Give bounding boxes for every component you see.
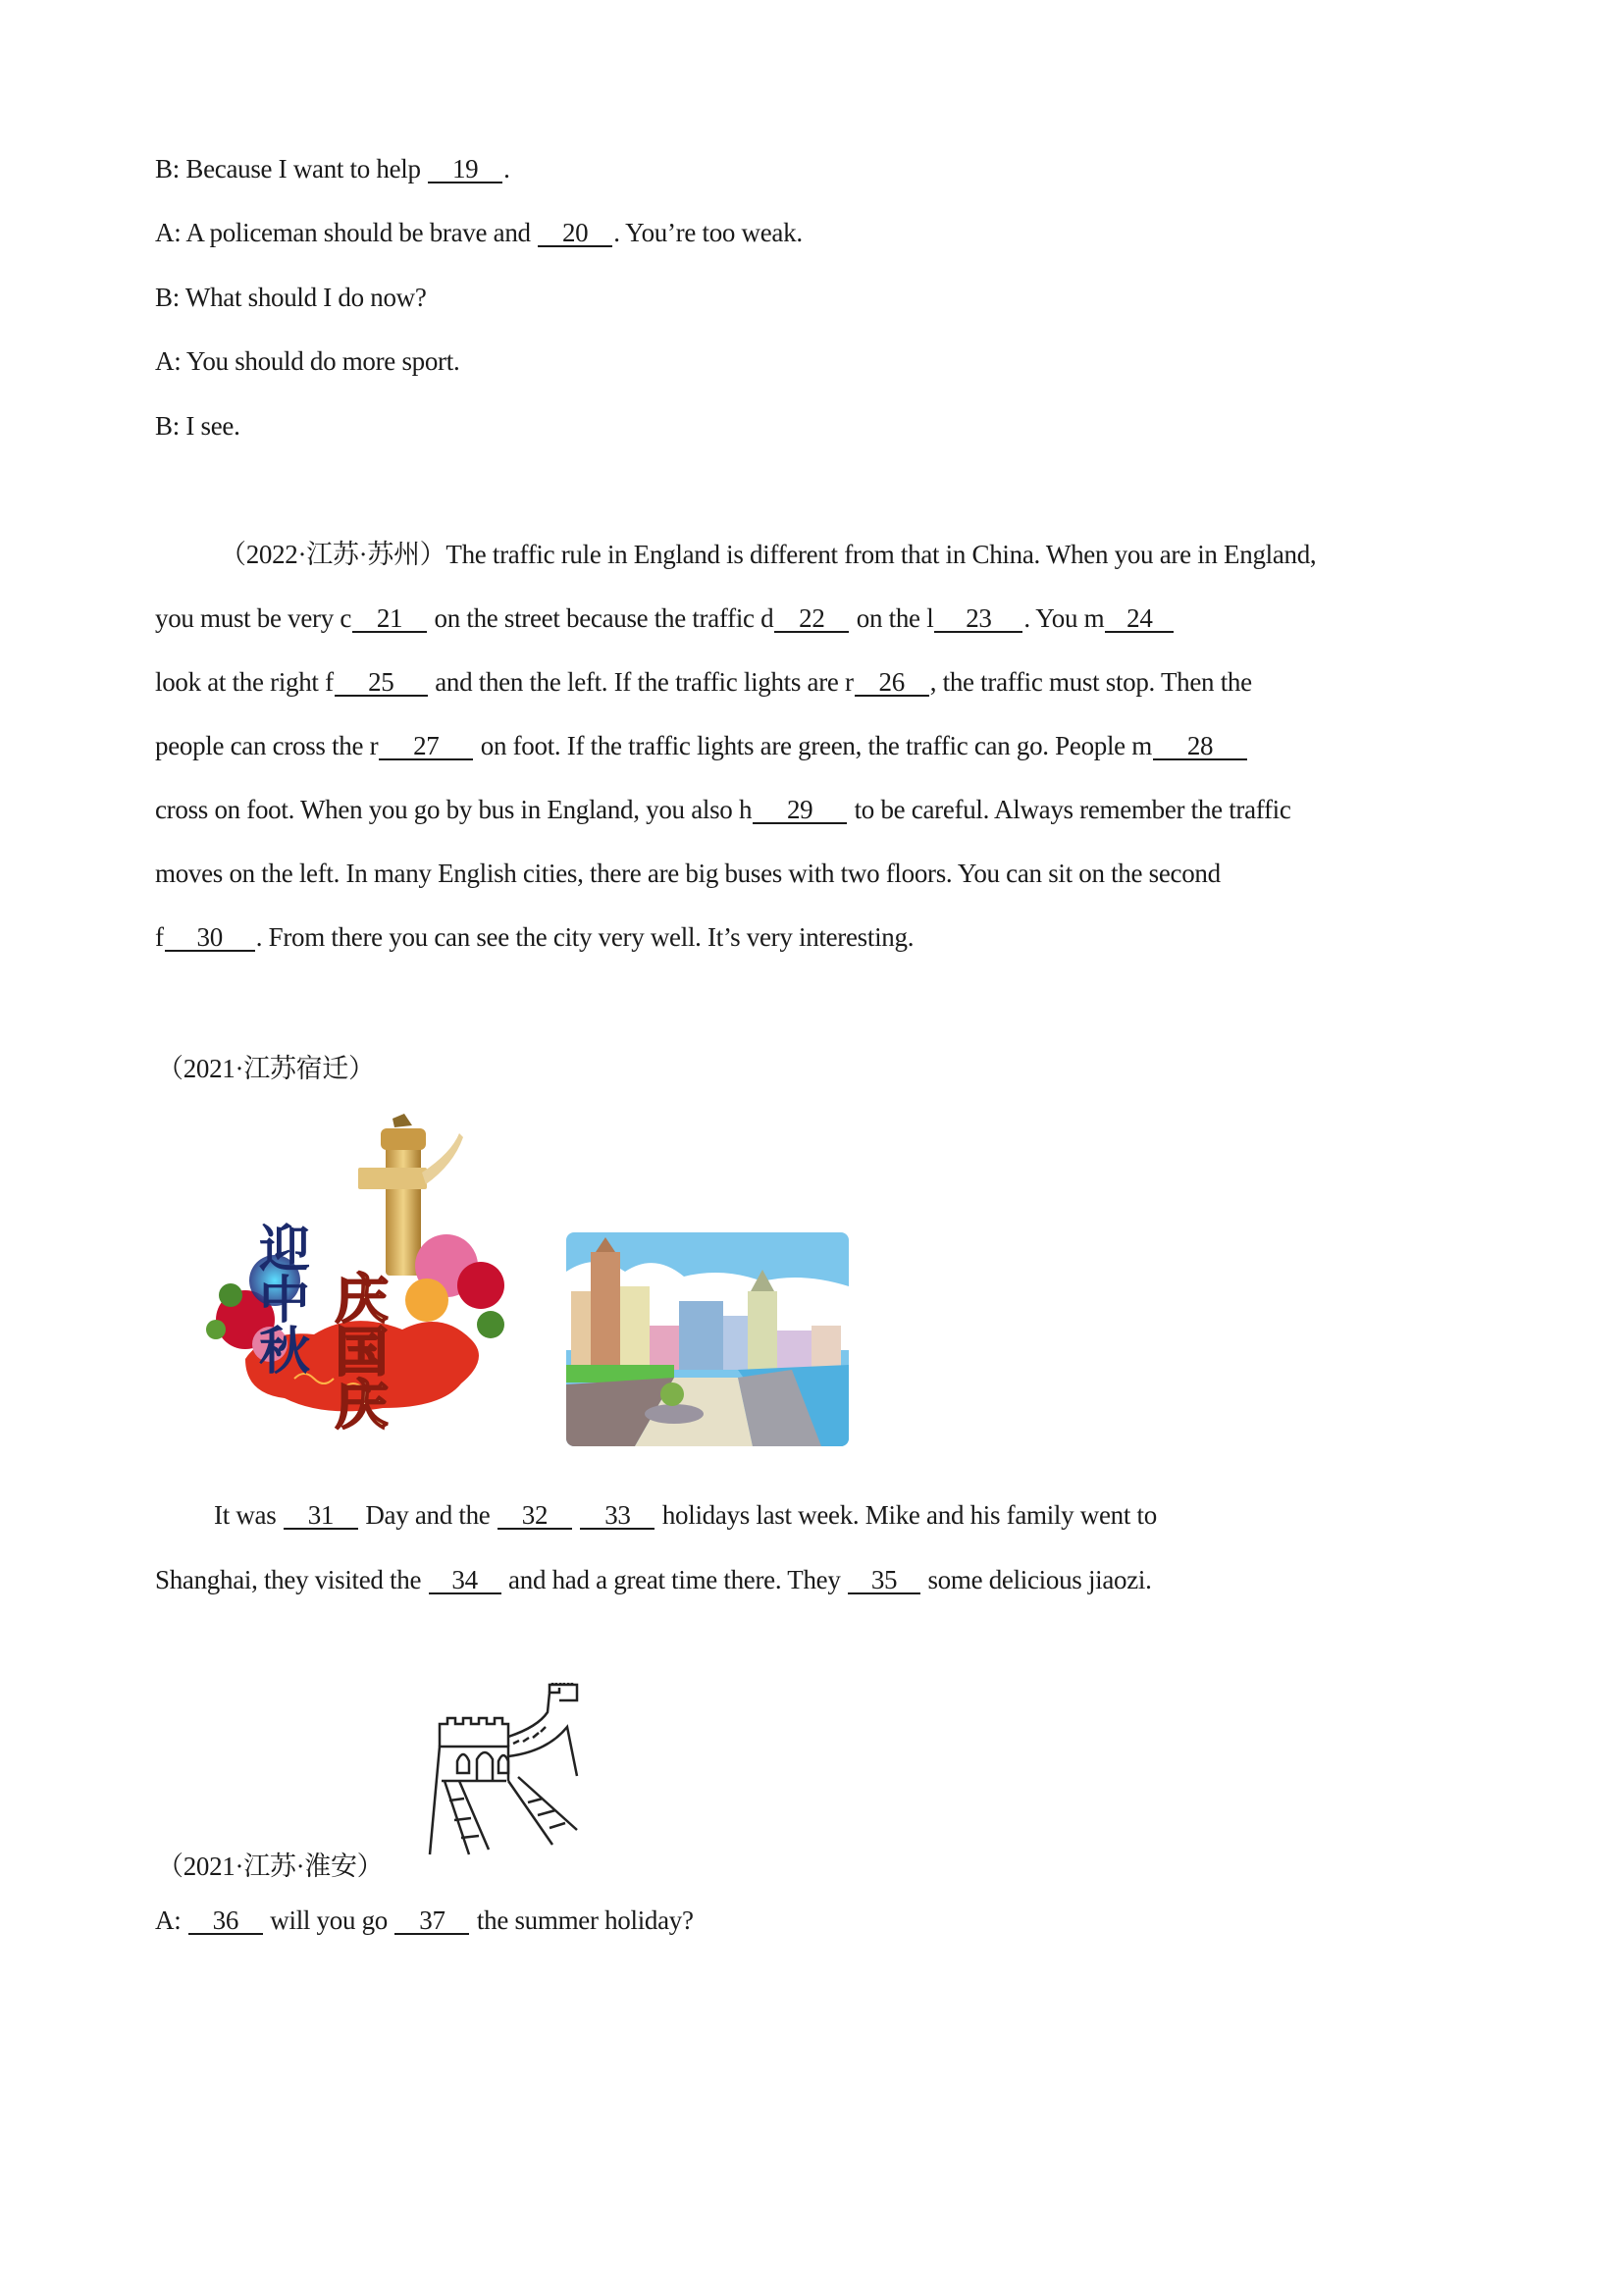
huabiao-pillar [386, 1138, 421, 1276]
dialogue-line [155, 281, 427, 314]
dialogue-text: Because I want to help [185, 154, 421, 183]
speaker-label: A: [155, 346, 182, 376]
dialogue-text: . [503, 154, 510, 183]
dialogue-text: What should I do now? [184, 283, 427, 312]
blank-number: 34 [451, 1565, 478, 1594]
blank-number: 35 [870, 1565, 898, 1594]
passage-line [155, 601, 1175, 635]
passage-text: . You m [1023, 603, 1105, 633]
blank-22[interactable] [774, 605, 849, 633]
blank-24[interactable] [1105, 605, 1174, 633]
blank-number: 37 [419, 1905, 445, 1935]
dialogue-line-19 [155, 152, 510, 185]
speaker-label: B: [155, 411, 180, 441]
dialogue-text: . You’re too weak. [613, 218, 803, 247]
passage-text: look at the right f [155, 667, 334, 697]
blank-number: 28 [1186, 731, 1214, 760]
blank-number: 33 [604, 1500, 631, 1530]
dialogue-line [155, 344, 459, 378]
passage-text: f [155, 922, 164, 952]
passage-text: will you go [263, 1905, 394, 1935]
passage-line [155, 729, 1248, 762]
blank-number: 21 [376, 603, 403, 633]
blank-36[interactable] [188, 1907, 263, 1935]
blank-number: 27 [413, 731, 440, 760]
blank-number: 31 [307, 1500, 335, 1530]
passage-text: and had a great time there. They [501, 1565, 848, 1594]
speaker-label: A: [155, 218, 182, 247]
source-label-suqian: （2021·江苏宿迁） [157, 1054, 375, 1083]
passage-text: people can cross the r [155, 731, 379, 760]
blank-28[interactable] [1153, 733, 1247, 760]
blank-21[interactable] [352, 605, 427, 633]
blank-30[interactable] [165, 924, 255, 952]
blank-25[interactable] [335, 669, 428, 697]
passage-line [155, 793, 1291, 826]
source-label: （2022·江苏·苏州） [220, 540, 446, 569]
passage-text: Shanghai, they visited the [155, 1565, 428, 1594]
blank-number: 29 [786, 795, 813, 824]
dialogue-text: You should do more sport. [185, 346, 460, 376]
blank-number: 22 [799, 603, 825, 633]
speaker-label: B: [155, 283, 180, 312]
source-label-huaian: （2021·江苏·淮安） [157, 1852, 384, 1881]
blank-34[interactable] [429, 1567, 501, 1594]
dialogue-text: I see. [185, 411, 240, 441]
blank-20[interactable] [538, 220, 612, 247]
blank-31[interactable] [284, 1502, 358, 1530]
blank-33[interactable] [580, 1502, 654, 1530]
passage-text: cross on foot. When you go by bus in England, you also h [155, 795, 753, 824]
blank-23[interactable] [934, 605, 1022, 633]
passage-text: on foot. If the traffic lights are green, the traffic can go. People m [474, 731, 1153, 760]
passage-line [214, 1498, 1157, 1532]
passage-text: , the traffic must stop. Then the [929, 667, 1252, 697]
blank-27[interactable] [379, 733, 473, 760]
passage-text: and then the left. If the traffic lights are r [428, 667, 854, 697]
passage-text: A: [155, 1905, 187, 1935]
blank-19[interactable] [428, 156, 502, 183]
poster-text-left: 迎中秋 [249, 1222, 310, 1375]
dialogue-text: A policeman should be brave and [185, 218, 531, 247]
blank-number: 19 [451, 154, 479, 183]
blank-number: 25 [368, 667, 394, 697]
blank-number: 30 [196, 922, 223, 952]
blank-29[interactable] [753, 797, 847, 824]
passage-line [155, 920, 914, 954]
passage-text: It was [214, 1500, 283, 1530]
passage-text: . From there you can see the city very well. It’s very interesting. [255, 922, 915, 952]
passage-text: on the l [850, 603, 934, 633]
passage-text: holidays last week. Mike and his family went to [655, 1500, 1157, 1530]
dialogue-line-20 [155, 216, 803, 249]
blank-number: 23 [966, 603, 992, 633]
blank-26[interactable] [855, 669, 929, 697]
passage-text: on the street because the traffic d [428, 603, 774, 633]
blank-number: 36 [212, 1905, 239, 1935]
blank-number: 24 [1126, 603, 1153, 633]
passage-text: The traffic rule in England is different from that in China. When you are in England, [445, 540, 1317, 569]
passage-line [155, 1563, 1152, 1596]
passage-text: the summer holiday? [470, 1905, 694, 1935]
shanghai-bund-image [566, 1232, 849, 1446]
passage-text [573, 1500, 579, 1530]
blank-number: 20 [561, 218, 589, 247]
blank-number: 32 [521, 1500, 549, 1530]
passage-line [220, 538, 1316, 571]
great-wall-drawing [420, 1683, 626, 1864]
blank-37[interactable] [394, 1907, 469, 1935]
blank-number: 26 [878, 667, 905, 697]
passage-text: you must be very c [155, 603, 352, 633]
passage-text: Day and the [358, 1500, 497, 1530]
poster-text-right: 庆国庆 [327, 1271, 390, 1430]
blank-35[interactable] [848, 1567, 920, 1594]
passage-text: to be careful. Always remember the traffic [848, 795, 1291, 824]
speaker-label: B: [155, 154, 180, 183]
dialogue-line [155, 1904, 694, 1937]
blank-32[interactable] [497, 1502, 572, 1530]
passage-line [155, 665, 1252, 699]
passage-line [155, 857, 1221, 890]
festival-poster-image [186, 1114, 530, 1467]
dialogue-line [155, 409, 240, 443]
passage-text: moves on the left. In many English cities, there are big buses with two floors. You can sit on the second [155, 859, 1221, 888]
passage-text: some delicious jiaozi. [921, 1565, 1152, 1594]
